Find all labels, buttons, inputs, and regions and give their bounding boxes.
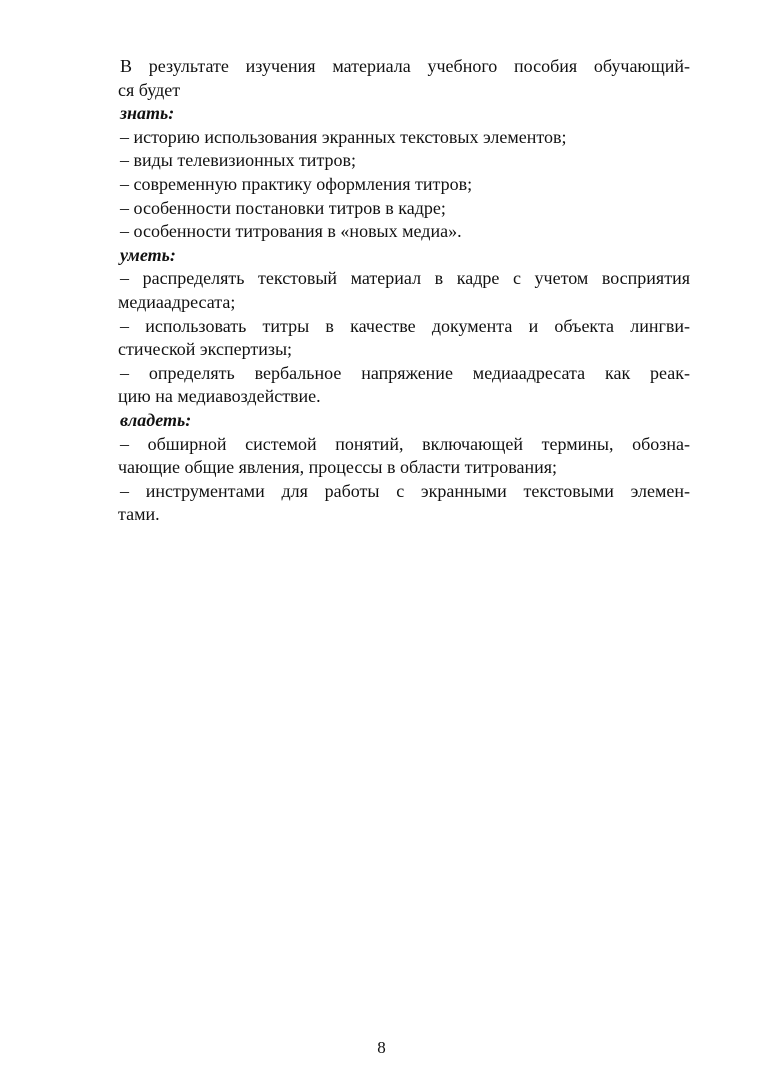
master-item-line: тами. — [118, 504, 160, 525]
able-item-line: – использовать титры в качестве документа и объекта лингви- — [120, 315, 690, 336]
able-item-line: цию на медиавоздействие. — [118, 386, 321, 407]
intro-line: В результате изучения материала учебного пособия обучающий- — [120, 56, 690, 76]
able-item-line: – распределять текстовый материал в кадре с учетом восприятия — [120, 268, 690, 289]
know-item: – виды телевизионных титров; — [120, 150, 357, 171]
know-item: – особенности титрования в «новых медиа». — [120, 221, 462, 242]
know-item: – особенности постановки титров в кадре; — [120, 197, 446, 218]
master-item — [120, 480, 690, 527]
able-item-line: – определять вербальное напряжение медиаадресата как реак- — [120, 362, 690, 383]
know-item: – историю использования экранных текстовых элементов; — [120, 126, 567, 147]
page-number: 8 — [377, 1038, 386, 1057]
intro-line: ся будет — [118, 79, 181, 100]
master-item-line: – обширной системой понятий, включающей термины, обозна- — [120, 433, 690, 454]
body-text — [120, 55, 690, 527]
able-item — [120, 267, 690, 314]
master-heading: владеть: — [120, 409, 192, 430]
intro-paragraph — [120, 55, 690, 102]
able-item — [120, 315, 690, 362]
master-item-line: чающие общие явления, процессы в области титрования; — [118, 457, 557, 478]
able-item-line: стической экспертизы; — [118, 339, 293, 360]
know-item: – современную практику оформления титров; — [120, 173, 473, 194]
able-heading: уметь: — [120, 244, 176, 265]
master-item-line: – инструментами для работы с экранными текстовыми элемен- — [120, 480, 690, 501]
able-item — [120, 362, 690, 409]
able-item-line: медиаадресата; — [118, 291, 236, 312]
know-heading: знать: — [120, 103, 175, 124]
master-item — [120, 433, 690, 480]
